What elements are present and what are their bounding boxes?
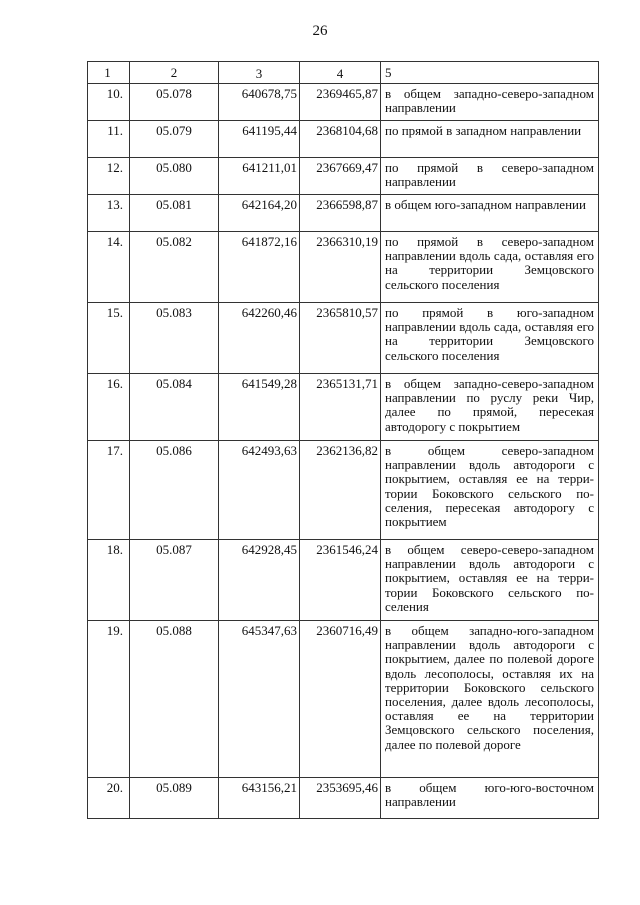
table-row [88,374,599,441]
table-row [88,441,599,540]
row-number: 10. [88,84,130,121]
row-number: 18. [88,540,130,621]
row-number: 13. [88,195,130,232]
coordinate-y: 2365810,57 [300,303,381,374]
coordinate-x: 641872,16 [219,232,300,303]
point-code: 05.080 [130,158,219,195]
table-row [88,621,599,778]
coordinate-x: 642260,46 [219,303,300,374]
coordinate-x: 643156,21 [219,778,300,819]
boundary-description: в общем северо-северо-западном направлении вдоль автодороги с покрытием, оставляя ее на территории Боковского сельского поселения [381,540,599,621]
table-row [88,121,599,158]
column-header: 5 [381,62,599,84]
table-row [88,84,599,121]
row-number: 20. [88,778,130,819]
boundary-description: в общем западно-северо-западном направлении [381,84,599,121]
coordinate-y: 2366598,87 [300,195,381,232]
table-row [88,195,599,232]
coordinate-x: 641211,01 [219,158,300,195]
boundary-points-table [87,61,599,819]
point-code: 05.088 [130,621,219,778]
row-number: 17. [88,441,130,540]
boundary-description: в общем северо-западном направлении вдоль автодороги с покрытием, оставляя ее на территории Боковского сельского поселения, пересекая автодорогу с покрытием [381,441,599,540]
page-number: 26 [312,23,328,39]
table-row [88,232,599,303]
row-number: 19. [88,621,130,778]
point-code: 05.089 [130,778,219,819]
point-code: 05.087 [130,540,219,621]
column-header: 1 [88,62,130,84]
coordinate-x: 645347,63 [219,621,300,778]
point-code: 05.084 [130,374,219,441]
point-code: 05.079 [130,121,219,158]
coordinate-x: 642928,45 [219,540,300,621]
coordinate-x: 642164,20 [219,195,300,232]
boundary-description: в общем юго-западном направлении [381,195,599,232]
column-header: 2 [130,62,219,84]
point-code: 05.081 [130,195,219,232]
table-row [88,303,599,374]
table-row [88,158,599,195]
boundary-description: по прямой в северо-западном направлении вдоль сада, оставляя его на территории Земцовского сельского поселения [381,232,599,303]
coordinate-x: 641549,28 [219,374,300,441]
column-header: 4 [300,62,381,84]
boundary-description: по прямой в юго-западном направлении вдоль сада, оставляя его на территории Земцовского сельского поселения [381,303,599,374]
table-row [88,540,599,621]
boundary-description: в общем западно-юго-западном направлении вдоль автодороги с покрытием, далее по полевой дороге вдоль лесополосы, оставляя их на территории Боковского сельского поселения, далее вдоль лесополосы, оставляя ее на территории Земцовского сельского поселения, далее по полевой дороге [381,621,599,778]
coordinate-y: 2366310,19 [300,232,381,303]
point-code: 05.083 [130,303,219,374]
coordinate-y: 2368104,68 [300,121,381,158]
coordinate-x: 640678,75 [219,84,300,121]
row-number: 15. [88,303,130,374]
coordinate-x: 641195,44 [219,121,300,158]
coordinate-y: 2369465,87 [300,84,381,121]
row-number: 12. [88,158,130,195]
coordinate-x: 642493,63 [219,441,300,540]
point-code: 05.086 [130,441,219,540]
table-header-row [88,62,599,84]
point-code: 05.082 [130,232,219,303]
point-code: 05.078 [130,84,219,121]
boundary-description: по прямой в западном направлении [381,121,599,158]
coordinate-y: 2362136,82 [300,441,381,540]
boundary-description: в общем юго-юго-восточном направлении [381,778,599,819]
boundary-description: по прямой в северо-западном направлении [381,158,599,195]
coordinate-y: 2360716,49 [300,621,381,778]
row-number: 16. [88,374,130,441]
coordinate-y: 2353695,46 [300,778,381,819]
boundary-description: в общем западно-северо-западном направлении по руслу реки Чир, далее по прямой, пересекая автодорогу с покрытием [381,374,599,441]
coordinate-y: 2365131,71 [300,374,381,441]
coordinate-y: 2367669,47 [300,158,381,195]
table-row [88,778,599,819]
row-number: 11. [88,121,130,158]
row-number: 14. [88,232,130,303]
coordinate-y: 2361546,24 [300,540,381,621]
column-header: 3 [219,62,300,84]
